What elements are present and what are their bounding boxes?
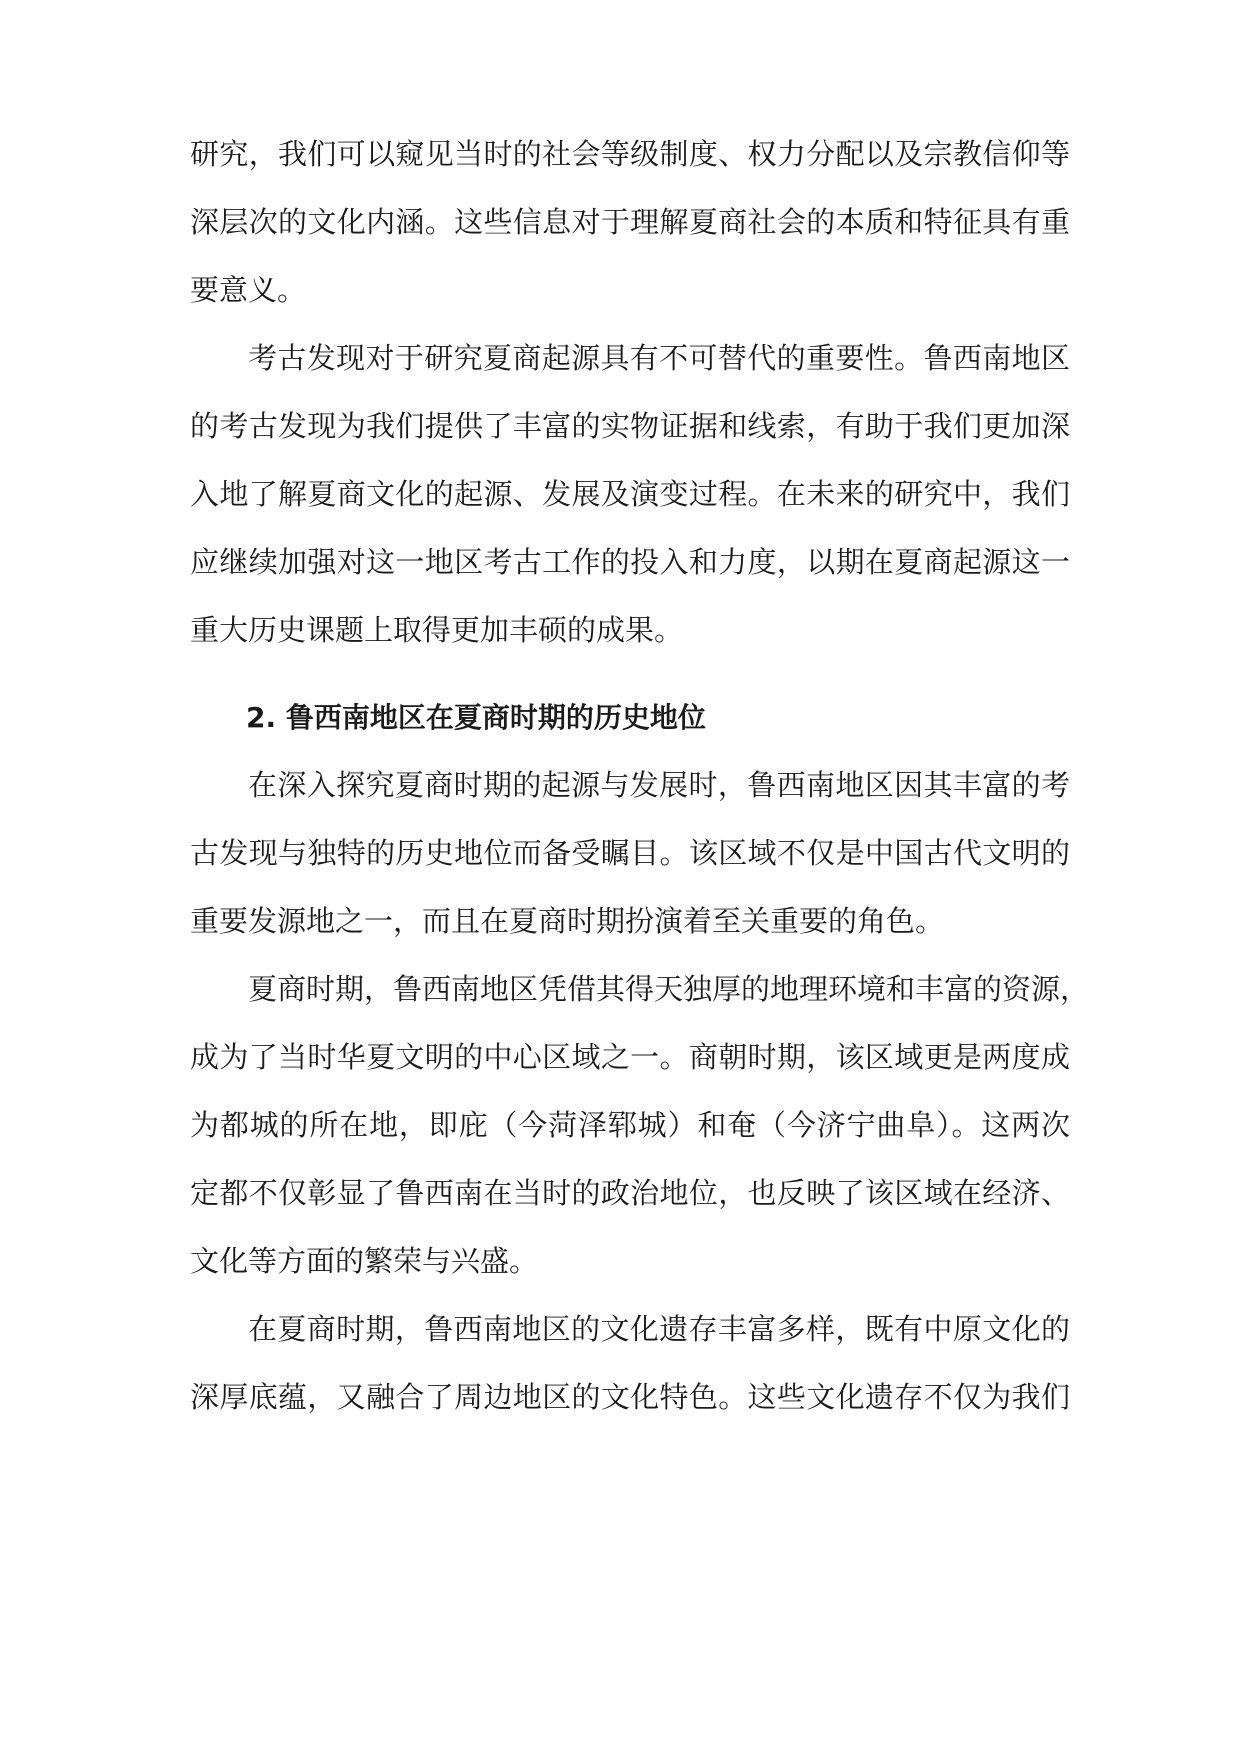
paragraph-1-line-3: 要意义。: [190, 273, 307, 307]
paragraph-4-line-2: 成为了当时华夏文明的中心区域之一。商朝时期，该区域更是两度成: [190, 1040, 1070, 1074]
paragraph-3-line-3: 重要发源地之一，而且在夏商时期扮演着至关重要的角色。: [190, 904, 945, 938]
section-heading: 2. 鲁西南地区在夏商时期的历史地位: [246, 701, 706, 734]
paragraph-3-line-2: 古发现与独特的历史地位而备受瞩目。该区域不仅是中国古代文明的: [190, 836, 1070, 870]
paragraph-2-line-4: 应继续加强对这一地区考古工作的投入和力度，以期在夏商起源这一: [190, 545, 1070, 579]
paragraph-5-line-1: 在夏商时期，鲁西南地区的文化遗存丰富多样，既有中原文化的: [248, 1312, 1070, 1346]
paragraph-4-line-4: 定都不仅彰显了鲁西南在当时的政治地位，也反映了该区域在经济、: [190, 1176, 1070, 1210]
paragraph-4-line-1: 夏商时期，鲁西南地区凭借其得天独厚的地理环境和丰富的资源，: [248, 972, 1090, 1006]
paragraph-1-line-1: 研究，我们可以窥见当时的社会等级制度、权力分配以及宗教信仰等: [190, 137, 1070, 171]
paragraph-2-line-5: 重大历史课题上取得更加丰硕的成果。: [190, 613, 684, 647]
paragraph-4-line-5: 文化等方面的繁荣与兴盛。: [190, 1244, 539, 1278]
paragraph-1-line-2: 深层次的文化内涵。这些信息对于理解夏商社会的本质和特征具有重: [190, 205, 1070, 239]
paragraph-5-line-2: 深厚底蕴，又融合了周边地区的文化特色。这些文化遗存不仅为我们: [190, 1380, 1070, 1414]
paragraph-3-line-1: 在深入探究夏商时期的起源与发展时，鲁西南地区因其丰富的考: [248, 768, 1070, 802]
paragraph-2-line-1: 考古发现对于研究夏商起源具有不可替代的重要性。鲁西南地区: [248, 341, 1070, 375]
paragraph-4-line-3: 为都城的所在地，即庇（今菏泽郓城）和奄（今济宁曲阜）。这两次: [190, 1108, 1070, 1142]
paragraph-2-line-3: 入地了解夏商文化的起源、发展及演变过程。在未来的研究中，我们: [190, 477, 1070, 511]
paragraph-2-line-2: 的考古发现为我们提供了丰富的实物证据和线索，有助于我们更加深: [190, 409, 1070, 443]
